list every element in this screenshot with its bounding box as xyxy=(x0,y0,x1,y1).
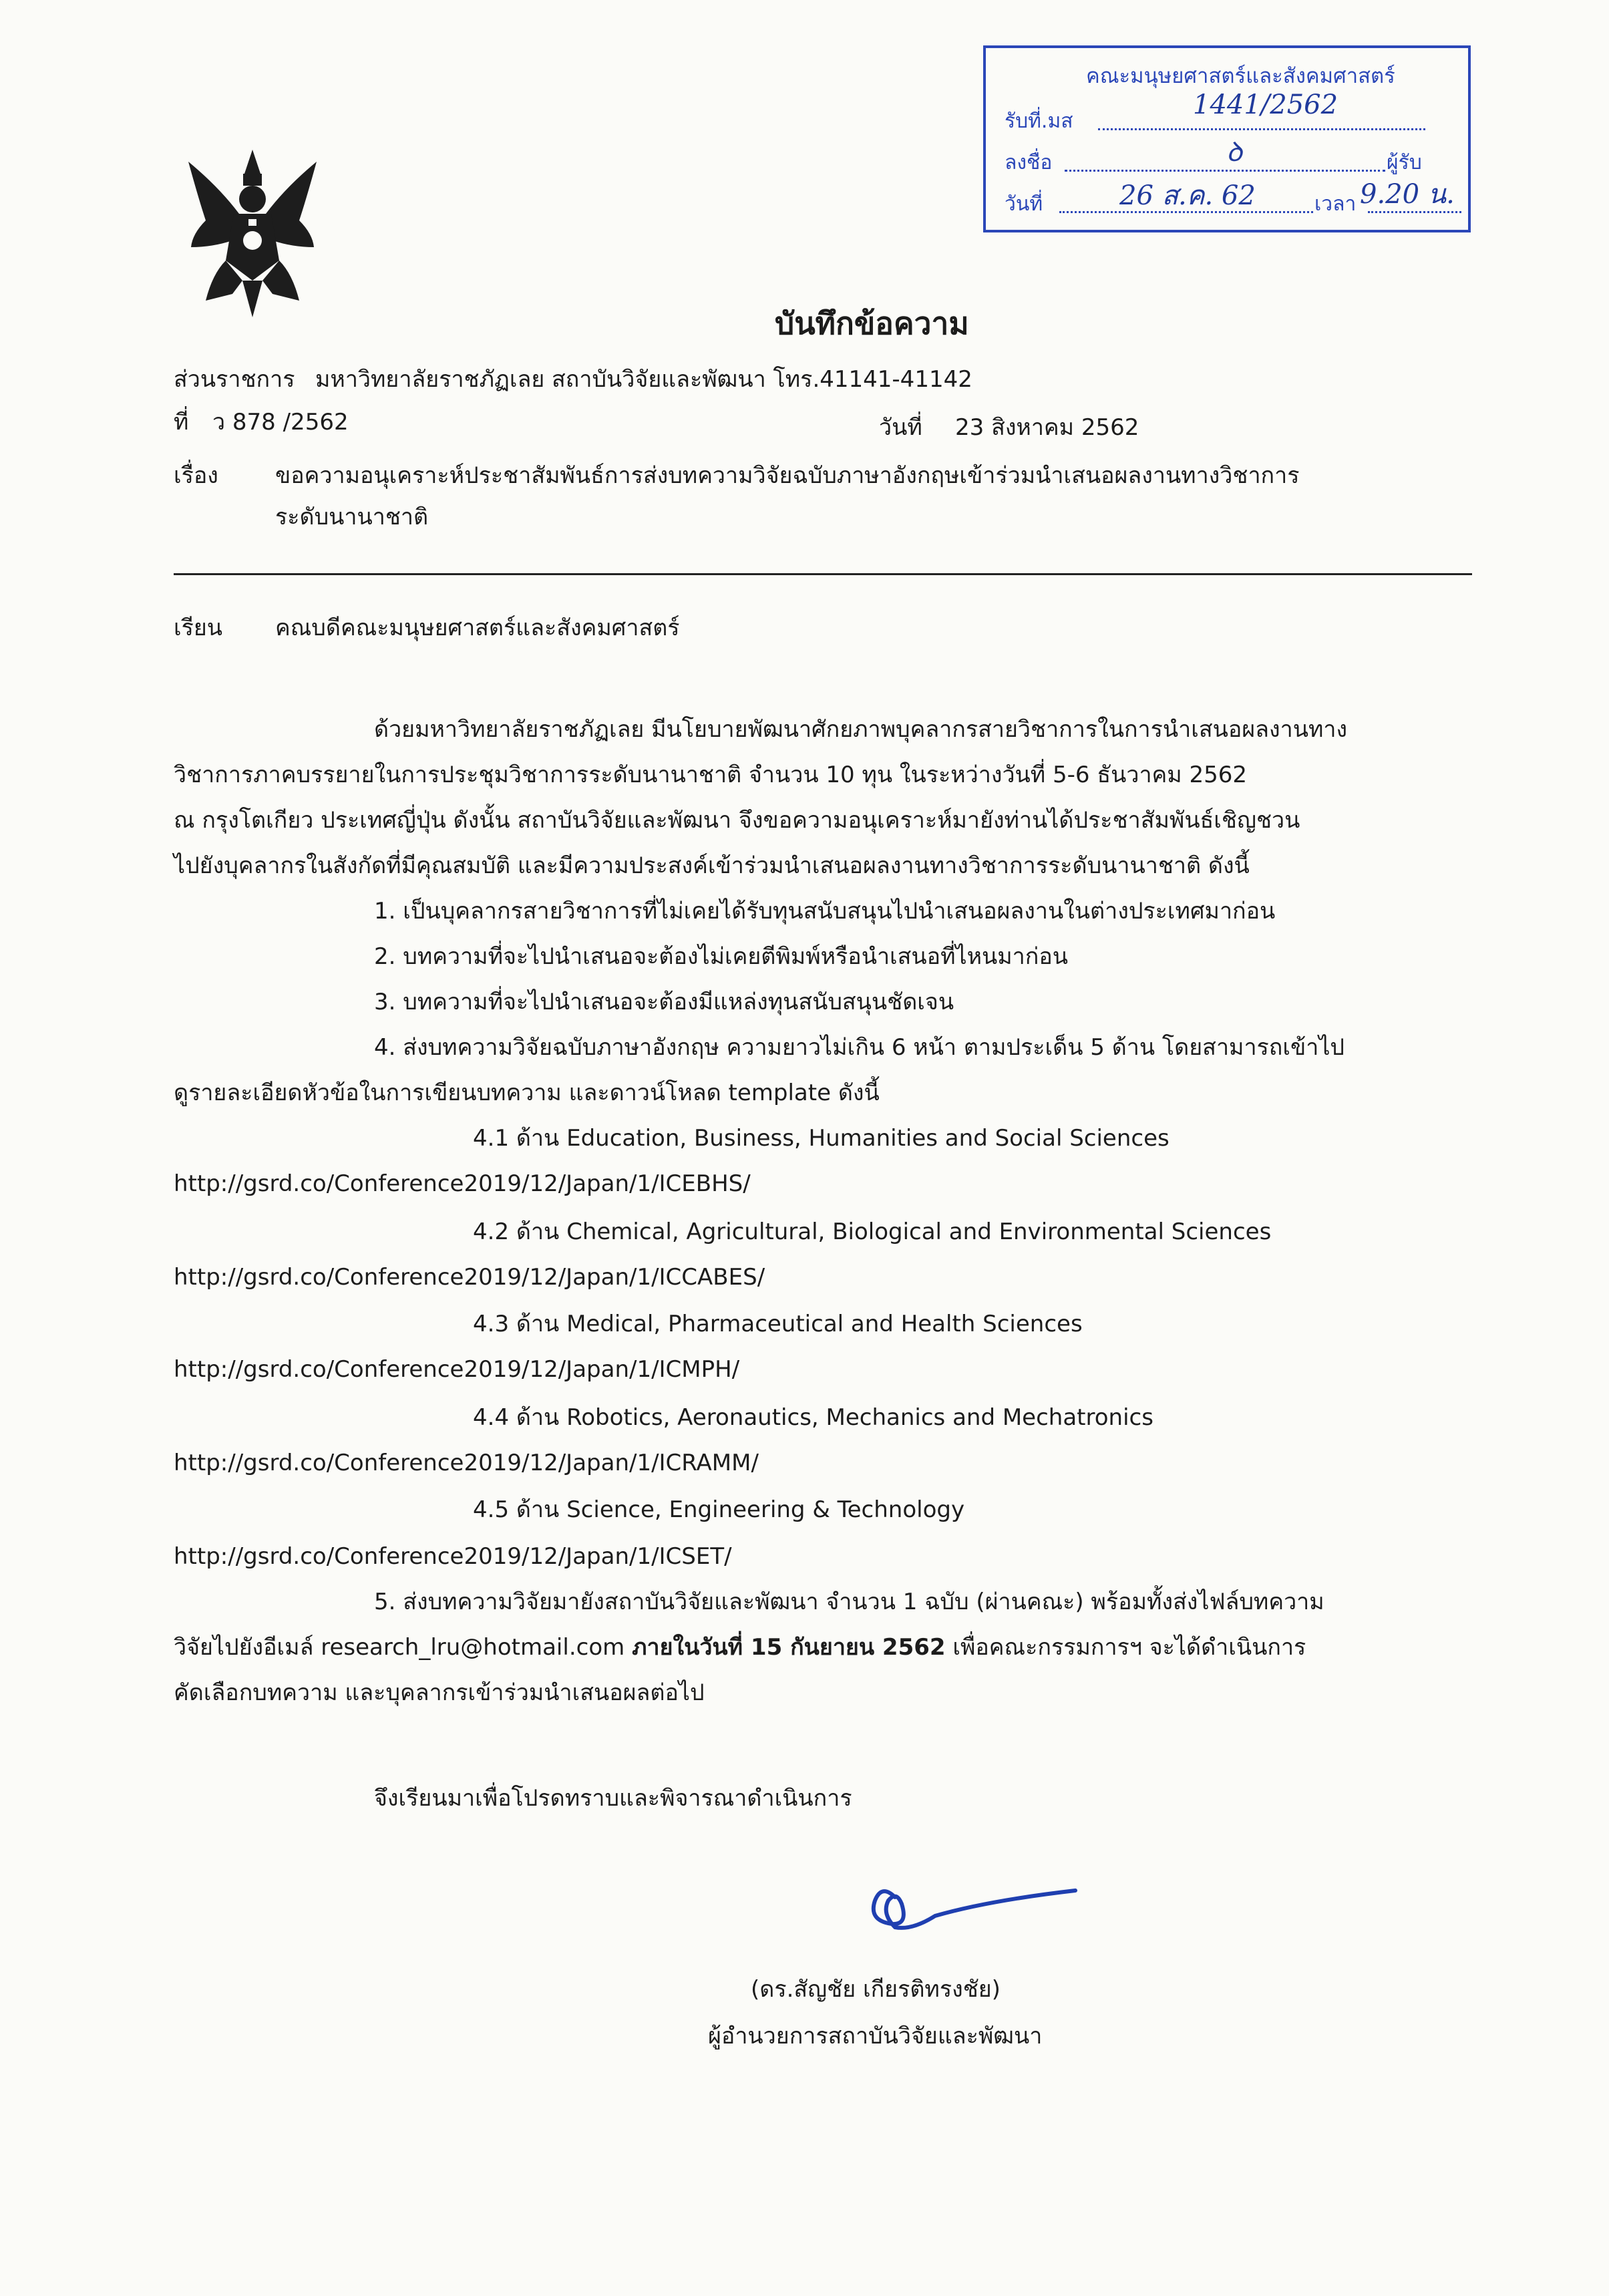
director-name: (ดร.สัญชัย เกียรติทรงชัย) xyxy=(751,1976,1001,2003)
receipt-stamp xyxy=(983,45,1471,232)
list-item-4-line1: 4. ส่งบทความวิจัยฉบับภาษาอังกฤษ ความยาวไม่เกิน 6 หน้า ตามประเด็น 5 ด้าน โดยสามารถเข้าไป xyxy=(374,1034,1345,1061)
stamp-signed-label: ลงชื่อ xyxy=(1005,151,1053,174)
track-url-3[interactable]: http://gsrd.co/Conference2019/12/Japan/1/ICMPH/ xyxy=(174,1356,740,1383)
ref-value: ว 878 /2562 xyxy=(212,409,349,436)
stamp-org: คณะมนุษยศาสตร์และสังคมศาสตร์ xyxy=(1086,64,1395,88)
email-text: วิจัยไปยังอีเมล์ research_lru@hotmail.com xyxy=(174,1634,633,1661)
stamp-date-value: 26 ส.ค. 62 xyxy=(1119,180,1256,211)
stamp-time-label: เวลา xyxy=(1314,192,1357,216)
track-title-5: 4.5 ด้าน Science, Engineering & Technology xyxy=(473,1496,965,1523)
list-item-3: 3. บทความที่จะไปนำเสนอจะต้องมีแหล่งทุนสนับสนุนชัดเจน xyxy=(374,989,954,1015)
stamp-date-label: วันที่ xyxy=(1005,192,1043,216)
track-url-5[interactable]: http://gsrd.co/Conference2019/12/Japan/1/ICSET/ xyxy=(174,1543,732,1570)
track-title-2: 4.2 ด้าน Chemical, Agricultural, Biological and Environmental Sciences xyxy=(473,1218,1272,1245)
subject-line-1: ขอความอนุเคราะห์ประชาสัมพันธ์การส่งบทความวิจัยฉบับภาษาอังกฤษเข้าร่วมนำเสนอผลงานทางวิชาการ xyxy=(275,462,1300,489)
ref-label: ที่ xyxy=(174,409,189,436)
header-divider xyxy=(174,573,1472,575)
deadline-text: ภายในวันที่ 15 กันยายน 2562 xyxy=(632,1634,946,1661)
list-item-1: 1. เป็นบุคลากรสายวิชาการที่ไม่เคยได้รับทุนสนับสนุนไปนำเสนอผลงานในต่างประเทศมาก่อน xyxy=(374,898,1276,925)
body-p1-line4: ไปยังบุคลากรในสังกัดที่มีคุณสมบัติ และมีความประสงค์เข้าร่วมนำเสนอผลงานทางวิชาการระดับนานาชาติ ดังนี้ xyxy=(174,852,1250,879)
list-item-2: 2. บทความที่จะไปนำเสนอจะต้องไม่เคยตีพิมพ์หรือนำเสนอที่ไหนมาก่อน xyxy=(374,943,1069,970)
list-item-5-line2 xyxy=(174,1634,1306,1661)
stamp-time-value: 9.20 น. xyxy=(1360,179,1455,210)
to-value: คณบดีคณะมนุษยศาสตร์และสังคมศาสตร์ xyxy=(275,615,680,641)
track-title-1: 4.1 ด้าน Education, Business, Humanities and Social Sciences xyxy=(473,1125,1170,1152)
track-title-4: 4.4 ด้าน Robotics, Aeronautics, Mechanics and Mechatronics xyxy=(473,1404,1153,1431)
stamp-received-value: 1441/2562 xyxy=(1193,90,1338,120)
subject-label: เรื่อง xyxy=(174,462,218,489)
agency-label: ส่วนราชการ xyxy=(174,366,295,393)
closing-line: จึงเรียนมาเพื่อโปรดทราบและพิจารณาดำเนินการ xyxy=(374,1785,852,1812)
garuda-emblem-icon xyxy=(179,147,326,321)
track-url-4[interactable]: http://gsrd.co/Conference2019/12/Japan/1/ICRAMM/ xyxy=(174,1450,759,1476)
stamp-received-dots xyxy=(1098,128,1425,130)
stamp-received-label: รับที่.มส xyxy=(1005,110,1073,133)
body-p1-line2: วิชาการภาคบรรยายในการประชุมวิชาการระดับนานาชาติ จำนวน 10 ทุน ในระหว่างวันที่ 5-6 ธันวาคม 2562 xyxy=(174,762,1248,788)
date-label: วันที่ xyxy=(879,414,922,441)
stamp-receiver-label: ผู้รับ xyxy=(1387,151,1422,174)
subject-line-2: ระดับนานาชาติ xyxy=(275,504,429,530)
list-item-5-line3: คัดเลือกบทความ และบุคลากรเข้าร่วมนำเสนอผลต่อไป xyxy=(174,1679,705,1706)
date-value: 23 สิงหาคม 2562 xyxy=(955,414,1139,441)
body-p1-line3: ณ กรุงโตเกียว ประเทศญี่ปุ่น ดังนั้น สถาบันวิจัยและพัฒนา จึงขอความอนุเคราะห์มายังท่านได้ประชาสัมพันธ์เชิญชวน xyxy=(174,807,1300,834)
body-p1-line1: ด้วยมหาวิทยาลัยราชภัฏเลย มีนโยบายพัฒนาศักยภาพบุคลากรสายวิชาการในการนำเสนอผลงานทาง xyxy=(374,716,1348,743)
list-item-5-line1: 5. ส่งบทความวิจัยมายังสถาบันวิจัยและพัฒนา จำนวน 1 ฉบับ (ผ่านคณะ) พร้อมทั้งส่งไฟล์บทความ xyxy=(374,1589,1324,1615)
to-label: เรียน xyxy=(174,615,223,641)
track-url-1[interactable]: http://gsrd.co/Conference2019/12/Japan/1/ICEBHS/ xyxy=(174,1170,751,1197)
stamp-signature-icon: ꝺ xyxy=(1226,137,1242,168)
committee-text: เพื่อคณะกรรมการฯ จะได้ดำเนินการ xyxy=(945,1634,1306,1661)
track-url-2[interactable]: http://gsrd.co/Conference2019/12/Japan/1/ICCABES/ xyxy=(174,1264,765,1291)
list-item-4-line2: ดูรายละเอียดหัวข้อในการเขียนบทความ และดาวน์โหลด template ดังนี้ xyxy=(174,1080,880,1106)
director-position: ผู้อำนวยการสถาบันวิจัยและพัฒนา xyxy=(708,2023,1043,2049)
agency-value: มหาวิทยาลัยราชภัฏเลย สถาบันวิจัยและพัฒนา โทร.41141-41142 xyxy=(315,366,972,393)
track-title-3: 4.3 ด้าน Medical, Pharmaceutical and Health Sciences xyxy=(473,1311,1083,1337)
director-signature-icon xyxy=(855,1864,1095,1944)
stamp-signed-dots xyxy=(1065,170,1385,172)
memo-title: บันทึกข้อความ xyxy=(775,305,969,341)
